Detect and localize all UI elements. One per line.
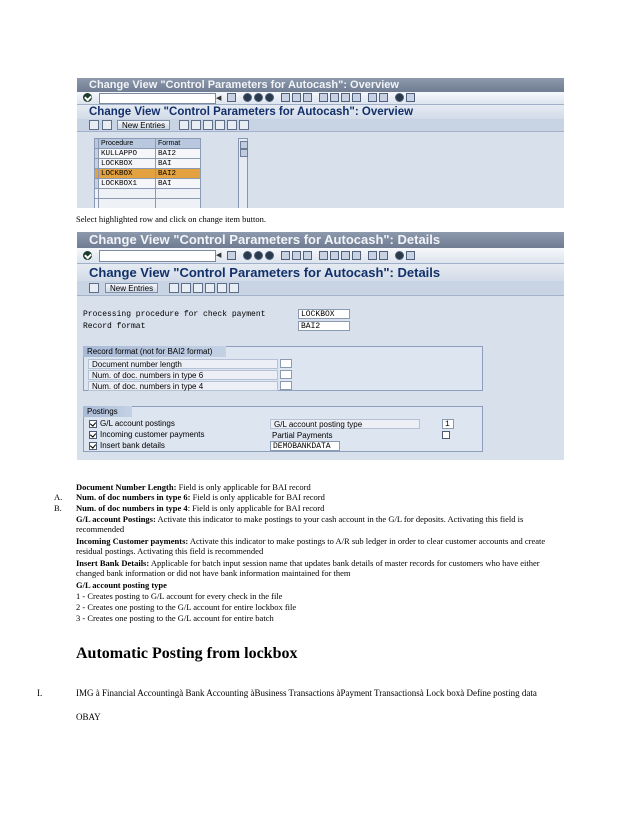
- customize-icon[interactable]: [406, 93, 415, 102]
- procedure-table: [94, 138, 201, 208]
- format-cell: BAI2: [156, 169, 201, 179]
- list-marker-a: A.: [54, 492, 63, 502]
- back-icon[interactable]: [243, 251, 252, 260]
- document-number-length-field[interactable]: [280, 359, 292, 368]
- doc-option-3: 3 - Creates one posting to the G/L account for entire batch: [76, 613, 274, 623]
- copy-icon[interactable]: [169, 283, 179, 293]
- deselect-all-icon[interactable]: [239, 120, 249, 130]
- customize-icon[interactable]: [406, 251, 415, 260]
- record-format-label: Record format: [83, 322, 146, 331]
- save-icon[interactable]: [227, 251, 236, 260]
- format-cell: BAI: [156, 179, 201, 189]
- column-header-procedure[interactable]: Procedure: [99, 139, 156, 149]
- cancel-icon[interactable]: [265, 251, 274, 260]
- partial-payments-checkbox[interactable]: [442, 431, 450, 439]
- table-row-empty[interactable]: [95, 199, 201, 209]
- new-entries-button[interactable]: New Entries: [117, 120, 170, 130]
- list-marker-i: I.: [37, 688, 43, 698]
- application-toolbar: [77, 119, 564, 132]
- previous-page-icon[interactable]: [330, 93, 339, 102]
- gl-posting-type-label: G/L account posting type: [270, 419, 420, 429]
- find-icon[interactable]: [292, 93, 301, 102]
- change-display-icon[interactable]: [89, 120, 99, 130]
- find-icon[interactable]: [292, 251, 301, 260]
- save-icon[interactable]: [227, 93, 236, 102]
- record-format-field[interactable]: BAI2: [298, 321, 350, 331]
- format-cell: BAI2: [156, 149, 201, 159]
- first-page-icon[interactable]: [319, 93, 328, 102]
- gl-postings-checkbox[interactable]: [89, 420, 97, 428]
- window-title: Change View "Control Parameters for Autocash": Details: [77, 232, 564, 248]
- command-bar: [77, 248, 564, 264]
- incoming-payments-label: Incoming customer payments: [100, 430, 205, 439]
- help-icon[interactable]: [395, 251, 404, 260]
- record-format-group: [83, 346, 483, 391]
- group-title: Postings: [83, 406, 132, 417]
- doc-paragraph-incoming-payments: Incoming Customer payments: Activate this indicator to make postings to A/R sub ledger in order to clear customer accounts and create residual postings. Activating this field is recommended: [76, 536, 546, 556]
- partial-payments-label: Partial Payments: [272, 431, 333, 440]
- document-number-length-label: Document number length: [88, 359, 278, 369]
- gl-posting-type-field[interactable]: 1: [442, 419, 454, 429]
- find-next-icon[interactable]: [303, 251, 312, 260]
- last-page-icon[interactable]: [352, 93, 361, 102]
- last-page-icon[interactable]: [352, 251, 361, 260]
- command-field[interactable]: [99, 250, 216, 262]
- dropdown-arrow-icon[interactable]: ◀: [216, 95, 222, 102]
- first-page-icon[interactable]: [319, 251, 328, 260]
- column-header-format[interactable]: Format: [156, 139, 201, 149]
- table-row-highlighted[interactable]: [95, 169, 201, 179]
- session-icon[interactable]: [379, 93, 388, 102]
- table-row[interactable]: [95, 149, 201, 159]
- overview-screenshot: [77, 78, 564, 208]
- command-bar: [77, 92, 564, 105]
- bank-data-field[interactable]: DEMOBANKDATA: [270, 441, 340, 451]
- select-block-icon[interactable]: [227, 120, 237, 130]
- find-next-icon[interactable]: [303, 93, 312, 102]
- gl-postings-label: G/L account postings: [100, 419, 175, 428]
- img-menu-path: IMG à Financial Accountingà Bank Accounting àBusiness Transactions àPayment Transactionsà Lock boxà Define posting data: [76, 688, 537, 698]
- processing-procedure-field[interactable]: LOCKBOX: [298, 309, 350, 319]
- back-icon[interactable]: [243, 93, 252, 102]
- table-row[interactable]: [95, 179, 201, 189]
- num-doc-type4-field[interactable]: [280, 381, 292, 390]
- section-heading: Automatic Posting from lockbox: [76, 645, 298, 662]
- table-row[interactable]: [95, 159, 201, 169]
- procedure-cell: LOCKBOX: [99, 159, 156, 169]
- cancel-icon[interactable]: [265, 93, 274, 102]
- scroll-up-icon[interactable]: [240, 141, 248, 149]
- print-icon[interactable]: [281, 251, 290, 260]
- command-field[interactable]: [99, 93, 216, 104]
- num-doc-type6-field[interactable]: [280, 370, 292, 379]
- scroll-down-icon[interactable]: [240, 149, 248, 157]
- undo-icon[interactable]: [203, 120, 213, 130]
- processing-procedure-label: Processing procedure for check payment: [83, 310, 266, 319]
- standard-toolbar: [227, 93, 415, 102]
- enter-check-icon[interactable]: [83, 93, 92, 102]
- exit-icon[interactable]: [254, 93, 263, 102]
- procedure-cell: KULLAPPO: [99, 149, 156, 159]
- next-entry-icon[interactable]: [217, 283, 227, 293]
- window-title: Change View "Control Parameters for Autocash": Overview: [77, 78, 564, 92]
- insert-bank-checkbox[interactable]: [89, 442, 97, 450]
- doc-paragraph-bank-details: Insert Bank Details: Applicable for batch input session name that updates bank details of master records for customers who have either changed bank information or did not have bank information maintained for them: [76, 558, 540, 578]
- exit-icon[interactable]: [254, 251, 263, 260]
- enter-check-icon[interactable]: [83, 251, 92, 260]
- doc-paragraph-type6: Num. of doc numbers in type 6: Field is only applicable for BAI record: [76, 492, 325, 502]
- delete-icon[interactable]: [191, 120, 201, 130]
- screen-heading: Change View "Control Parameters for Autocash": Details: [77, 264, 564, 281]
- delete-icon[interactable]: [181, 283, 191, 293]
- undo-icon[interactable]: [193, 283, 203, 293]
- insert-bank-label: Insert bank details: [100, 441, 165, 450]
- layout-icon[interactable]: [368, 251, 377, 260]
- layout-icon[interactable]: [368, 93, 377, 102]
- new-entries-button[interactable]: New Entries: [105, 283, 158, 293]
- previous-entry-icon[interactable]: [205, 283, 215, 293]
- doc-paragraph-type4: Num. of doc numbers in type 4: Field is only applicable for BAI record: [76, 503, 325, 513]
- doc-option-1: 1 - Creates posting to G/L account for every check in the file: [76, 591, 283, 601]
- transaction-code: OBAY: [76, 712, 101, 722]
- procedure-cell: LOCKBOX1: [99, 179, 156, 189]
- screen-heading: Change View "Control Parameters for Autocash": Overview: [77, 105, 564, 119]
- doc-paragraph-gl-postings: G/L account Postings: Activate this indicator to make postings to your cash account in the G/L for deposits. Activating this field is recommended: [76, 514, 524, 534]
- list-marker-b: B.: [54, 503, 62, 513]
- table-scrollbar[interactable]: [238, 138, 248, 208]
- display-change-icon[interactable]: [102, 120, 112, 130]
- details-screenshot: [77, 232, 564, 460]
- caption-select-row: Select highlighted row and click on change item button.: [76, 214, 267, 224]
- num-doc-type4-label: Num. of doc. numbers in type 4: [88, 381, 278, 391]
- postings-group: [83, 406, 483, 452]
- incoming-payments-checkbox[interactable]: [89, 431, 97, 439]
- doc-option-2: 2 - Creates one posting to the G/L account for entire lockbox file: [76, 602, 297, 612]
- next-page-icon[interactable]: [341, 251, 350, 260]
- copy-icon[interactable]: [179, 120, 189, 130]
- other-entry-icon[interactable]: [229, 283, 239, 293]
- num-doc-type6-label: Num. of doc. numbers in type 6: [88, 370, 278, 380]
- select-all-icon[interactable]: [215, 120, 225, 130]
- doc-gl-posting-type-heading: G/L account posting type: [76, 580, 167, 590]
- table-row-empty[interactable]: [95, 189, 201, 199]
- table-header: [95, 139, 201, 149]
- group-title: Record format (not for BAI2 format): [83, 346, 226, 357]
- format-cell: BAI: [156, 159, 201, 169]
- previous-page-icon[interactable]: [330, 251, 339, 260]
- application-toolbar: [77, 281, 564, 296]
- next-page-icon[interactable]: [341, 93, 350, 102]
- help-icon[interactable]: [395, 93, 404, 102]
- print-icon[interactable]: [281, 93, 290, 102]
- procedure-cell: LOCKBOX: [99, 169, 156, 179]
- change-display-icon[interactable]: [89, 283, 99, 293]
- doc-paragraph-document-length: Document Number Length: Field is only applicable for BAI record: [76, 482, 311, 492]
- standard-toolbar: [227, 251, 415, 260]
- dropdown-arrow-icon[interactable]: ◀: [216, 252, 222, 259]
- session-icon[interactable]: [379, 251, 388, 260]
